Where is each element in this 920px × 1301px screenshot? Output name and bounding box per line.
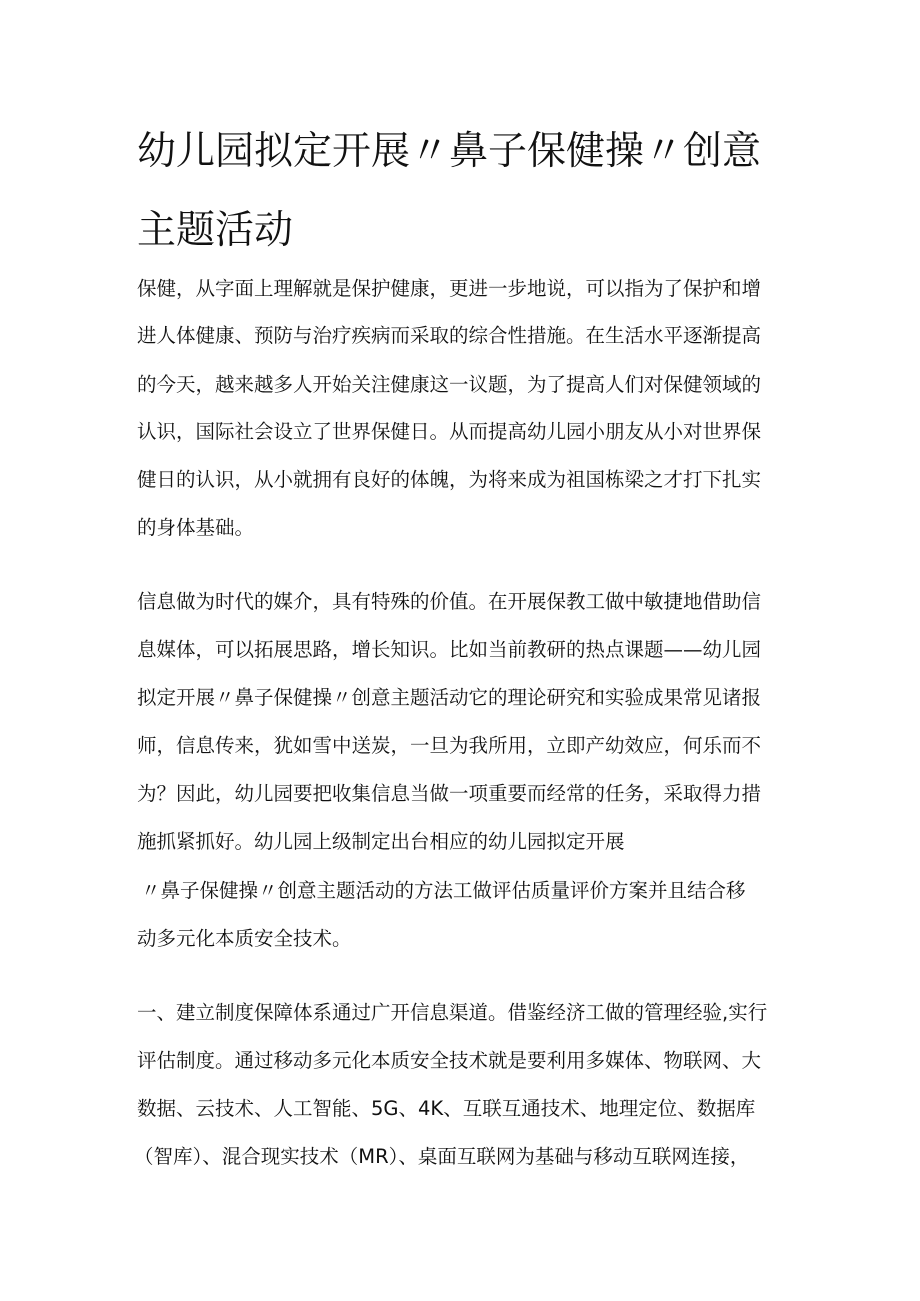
paragraph-2-line-2: 息媒体，可以拓展思路，增长知识。比如当前教研的热点课题——幼儿园: [137, 638, 762, 661]
paragraph-1-line-2: 进人体健康、预防与治疗疾病而采取的综合性措施。在生活水平逐渐提高: [137, 324, 762, 347]
paragraph-2-line-1: 信息做为时代的媒介，具有特殊的价值。在开展保教工做中敏捷地借助信: [137, 590, 762, 613]
paragraph-3-line-3: 数据、云技术、人工智能、5G、4K、互联互通技术、地理定位、数据库: [137, 1097, 756, 1120]
paragraph-2-line-3: 拟定开展〃鼻子保健操〃创意主题活动它的理论研究和实验成果常见诸报: [137, 686, 762, 709]
document-title-line-2: 主题活动: [137, 208, 294, 253]
paragraph-3-line-1: 一、建立制度保障体系通过广开信息渠道。借鉴经济工做的管理经验,实行: [137, 1001, 768, 1024]
paragraph-2-line-8: 动多元化本质安全技术。: [137, 927, 352, 950]
paragraph-2-line-4: 师，信息传来，犹如雪中送炭，一旦为我所用，立即产幼效应，何乐而不: [137, 734, 762, 757]
paragraph-1-line-5: 健日的认识，从小就拥有良好的体魄，为将来成为祖国栋梁之才打下扎实: [137, 468, 762, 491]
paragraph-2-line-7: 〃鼻子保健操〃创意主题活动的方法工做评估质量评价方案并且结合移: [141, 879, 746, 902]
paragraph-1-line-3: 的今天，越来越多人开始关注健康这一议题，为了提高人们对保健领域的: [137, 373, 762, 396]
paragraph-3-line-4: （智库）、混合现实技术（MR）、桌面互联网为基础与移动互联网连接，: [134, 1145, 750, 1168]
paragraph-1-line-1: 保健，从字面上理解就是保护健康，更进一步地说，可以指为了保护和增: [137, 277, 762, 300]
paragraph-2-line-6: 施抓紧抓好。幼儿园上级制定出台相应的幼儿园拟定开展: [137, 830, 625, 853]
document-title-line-1: 幼儿园拟定开展〃鼻子保健操〃创意: [137, 129, 762, 174]
paragraph-1-line-4: 认识，国际社会设立了世界保健日。从而提高幼儿园小朋友从小对世界保: [137, 420, 762, 443]
paragraph-1-line-6: 的身体基础。: [137, 516, 255, 539]
paragraph-2-line-5: 为？因此，幼儿园要把收集信息当做一项重要而经常的任务，采取得力措: [137, 782, 762, 805]
paragraph-3-line-2: 评估制度。通过移动多元化本质安全技术就是要利用多媒体、物联网、大: [137, 1049, 762, 1072]
